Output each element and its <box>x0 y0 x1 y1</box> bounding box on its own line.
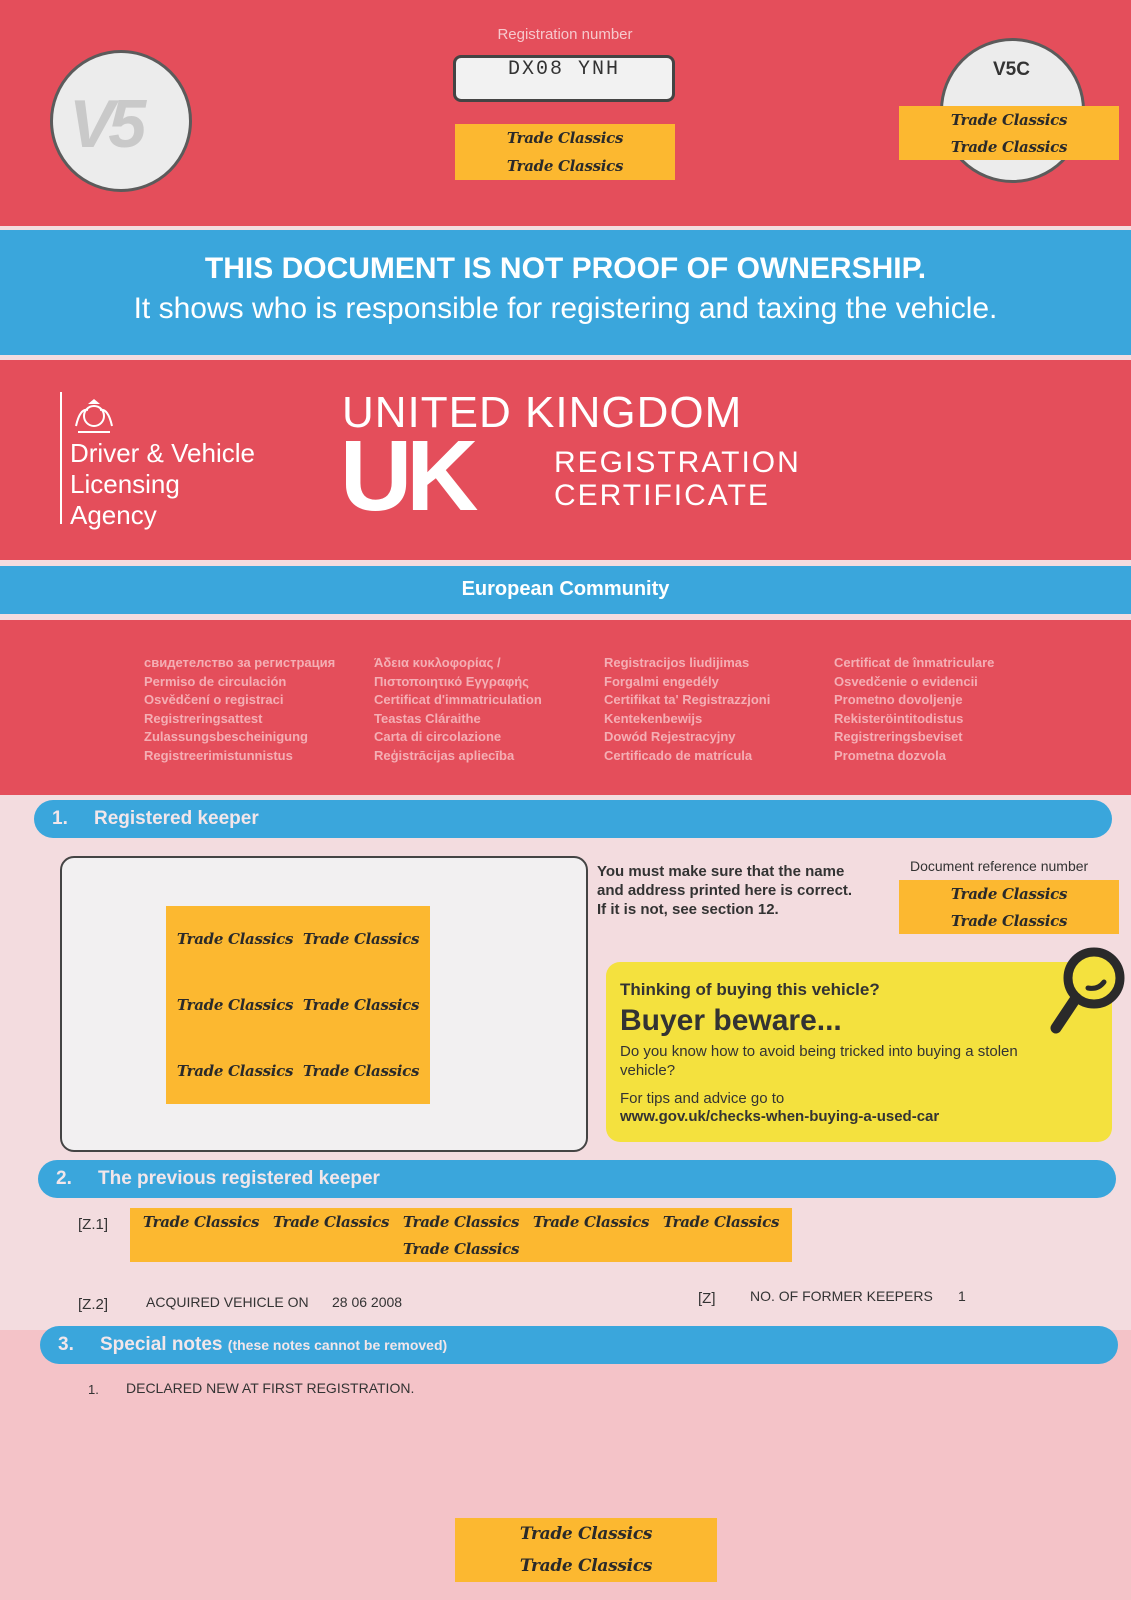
translation-item: Registreringsbeviset <box>834 729 963 744</box>
note-text: DECLARED NEW AT FIRST REGISTRATION. <box>126 1380 415 1396</box>
translation-column <box>834 654 994 765</box>
section-3-header <box>40 1326 1118 1364</box>
watermark-block <box>166 906 430 1104</box>
agency-line: Licensing <box>70 469 180 499</box>
translation-item: Certifikat ta' Registrazzjoni <box>604 692 771 707</box>
watermark-text: Trade Classics <box>302 996 420 1014</box>
buyer-text: Do you know how to avoid being tricked into buying a stolen vehicle? <box>620 1043 1018 1079</box>
former-keepers-label: NO. OF FORMER KEEPERS <box>750 1288 933 1304</box>
translation-column <box>144 654 335 765</box>
watermark-text: Trade Classics <box>506 129 624 147</box>
agency-line: Agency <box>70 500 157 530</box>
watermark-block <box>455 1518 717 1582</box>
translation-item: Certificado de matrícula <box>604 747 753 763</box>
banner-subtext: It shows who is responsible for registering and taxing the vehicle. <box>133 292 998 325</box>
watermark-text: Trade Classics <box>176 930 294 948</box>
translation-item: Forgalmi engedély <box>604 673 719 689</box>
section-title: The previous registered keeper <box>98 1168 380 1189</box>
z-label: [Z] <box>698 1290 716 1307</box>
translation-item: Osvedčenie o evidencii <box>834 673 978 689</box>
registration-caption: Registration number <box>497 26 633 43</box>
translation-item: Reģistrācijas apliecība <box>374 747 515 763</box>
watermark-text: Trade Classics <box>519 1524 653 1544</box>
watermark-block <box>899 106 1119 160</box>
certificate-title <box>554 446 801 512</box>
translation-item: Άδεια κυκλοφορίας / Πιστοποιητικό Εγγραφής <box>374 655 529 689</box>
v5-logo: V5 <box>69 86 141 162</box>
translation-item: Zulassungsbescheinigung <box>144 729 308 744</box>
watermark-block <box>130 1208 792 1262</box>
section-number: 3. <box>58 1334 74 1355</box>
watermark-text: Trade Classics <box>662 1212 780 1231</box>
acquired-label: ACQUIRED VEHICLE ON <box>146 1294 309 1310</box>
registration-number: DX08 YNH <box>453 55 675 102</box>
v5-seal <box>50 50 192 192</box>
translation-item: Registreerimistunnistus <box>144 747 293 763</box>
note-number: 1. <box>88 1382 99 1397</box>
certificate-band <box>0 360 1131 560</box>
watermark-text: Trade Classics <box>950 884 1068 903</box>
buyer-question: Thinking of buying this vehicle? <box>620 980 880 999</box>
certificate-line: CERTIFICATE <box>554 479 770 512</box>
doc-ref-label: Document reference number <box>910 858 1089 874</box>
watermark-text: Trade Classics <box>506 157 624 175</box>
z1-label: [Z.1] <box>78 1216 109 1233</box>
translation-item: Certificat d'immatriculation <box>374 692 542 707</box>
watermark-block <box>455 124 675 180</box>
watermark-text: Trade Classics <box>302 1062 420 1080</box>
v5c-label: V5C <box>993 59 1030 80</box>
community-label: European Community <box>461 578 670 600</box>
watermark-text: Trade Classics <box>950 110 1068 129</box>
section-title-note: (these notes cannot be removed) <box>227 1337 448 1353</box>
buyer-tips: For tips and advice go to <box>620 1090 785 1107</box>
keeper-notice <box>597 862 897 919</box>
section-number: 2. <box>56 1168 72 1189</box>
agency-line: Driver & Vehicle <box>70 438 255 468</box>
translation-item: Osvědčení o registraci <box>144 692 284 707</box>
translation-column <box>374 654 584 765</box>
watermark-text: Trade Classics <box>402 1212 520 1231</box>
section-1-header <box>34 800 1112 838</box>
ownership-banner <box>0 230 1131 355</box>
section-number: 1. <box>52 808 68 829</box>
community-band <box>0 566 1131 614</box>
country-code: UK <box>340 420 473 532</box>
translation-item: Kentekenbewijs <box>604 710 703 726</box>
watermark-text: Trade Classics <box>402 1239 520 1258</box>
buyer-headline: Buyer beware... <box>620 1004 842 1037</box>
country-title: UNITED KINGDOM <box>342 388 743 437</box>
watermark-text: Trade Classics <box>302 930 420 948</box>
agency-divider <box>60 392 62 524</box>
watermark-text: Trade Classics <box>532 1212 650 1231</box>
former-keepers-value: 1 <box>958 1288 966 1304</box>
watermark-text: Trade Classics <box>142 1212 260 1231</box>
section-2-header <box>38 1160 1116 1198</box>
section-title <box>100 1334 447 1356</box>
watermark-text: Trade Classics <box>950 137 1068 156</box>
translation-item: Prometno dovoljenje <box>834 692 963 707</box>
royal-crest-icon <box>70 396 118 436</box>
notice-line: You must make sure that the name <box>597 863 845 880</box>
section-title: Registered keeper <box>94 808 259 829</box>
certificate-line: REGISTRATION <box>554 446 801 479</box>
watermark-text: Trade Classics <box>519 1556 653 1576</box>
watermark-block <box>899 880 1119 934</box>
translation-item: Dowód Rejestracyjny <box>604 729 736 744</box>
buyer-url[interactable]: www.gov.uk/checks-when-buying-a-used-car <box>620 1108 940 1125</box>
banner-heading: THIS DOCUMENT IS NOT PROOF OF OWNERSHIP. <box>204 252 927 285</box>
watermark-text: Trade Classics <box>272 1212 390 1231</box>
translation-column <box>604 654 770 765</box>
acquired-date: 28 06 2008 <box>332 1294 403 1310</box>
notice-line: and address printed here is correct. <box>597 882 853 899</box>
translation-item: Registreringsattest <box>144 710 263 726</box>
watermark-text: Trade Classics <box>176 996 294 1014</box>
magnifier-icon <box>1048 944 1128 1044</box>
translation-item: Permiso de circulación <box>144 673 287 689</box>
agency-name <box>70 438 255 531</box>
translation-item: Prometna dozvola <box>834 747 946 763</box>
translation-item: Carta di circolazione <box>374 729 502 744</box>
translation-item: Rekisteröintitodistus <box>834 710 964 726</box>
watermark-text: Trade Classics <box>950 911 1068 930</box>
buyer-beware-panel <box>606 962 1112 1142</box>
z2-label: [Z.2] <box>78 1296 109 1313</box>
translation-item: Teastas Cláraithe <box>374 710 481 726</box>
translation-item: Certificat de înmatriculare <box>834 655 995 670</box>
watermark-text: Trade Classics <box>176 1062 294 1080</box>
translation-item: Registracijos liudijimas <box>604 655 750 670</box>
section-title-text: Special notes <box>100 1334 223 1355</box>
notice-line: If it is not, see section 12. <box>597 901 779 918</box>
translations-band <box>0 620 1131 795</box>
translation-item: свидетелство за регистрация <box>144 655 336 670</box>
